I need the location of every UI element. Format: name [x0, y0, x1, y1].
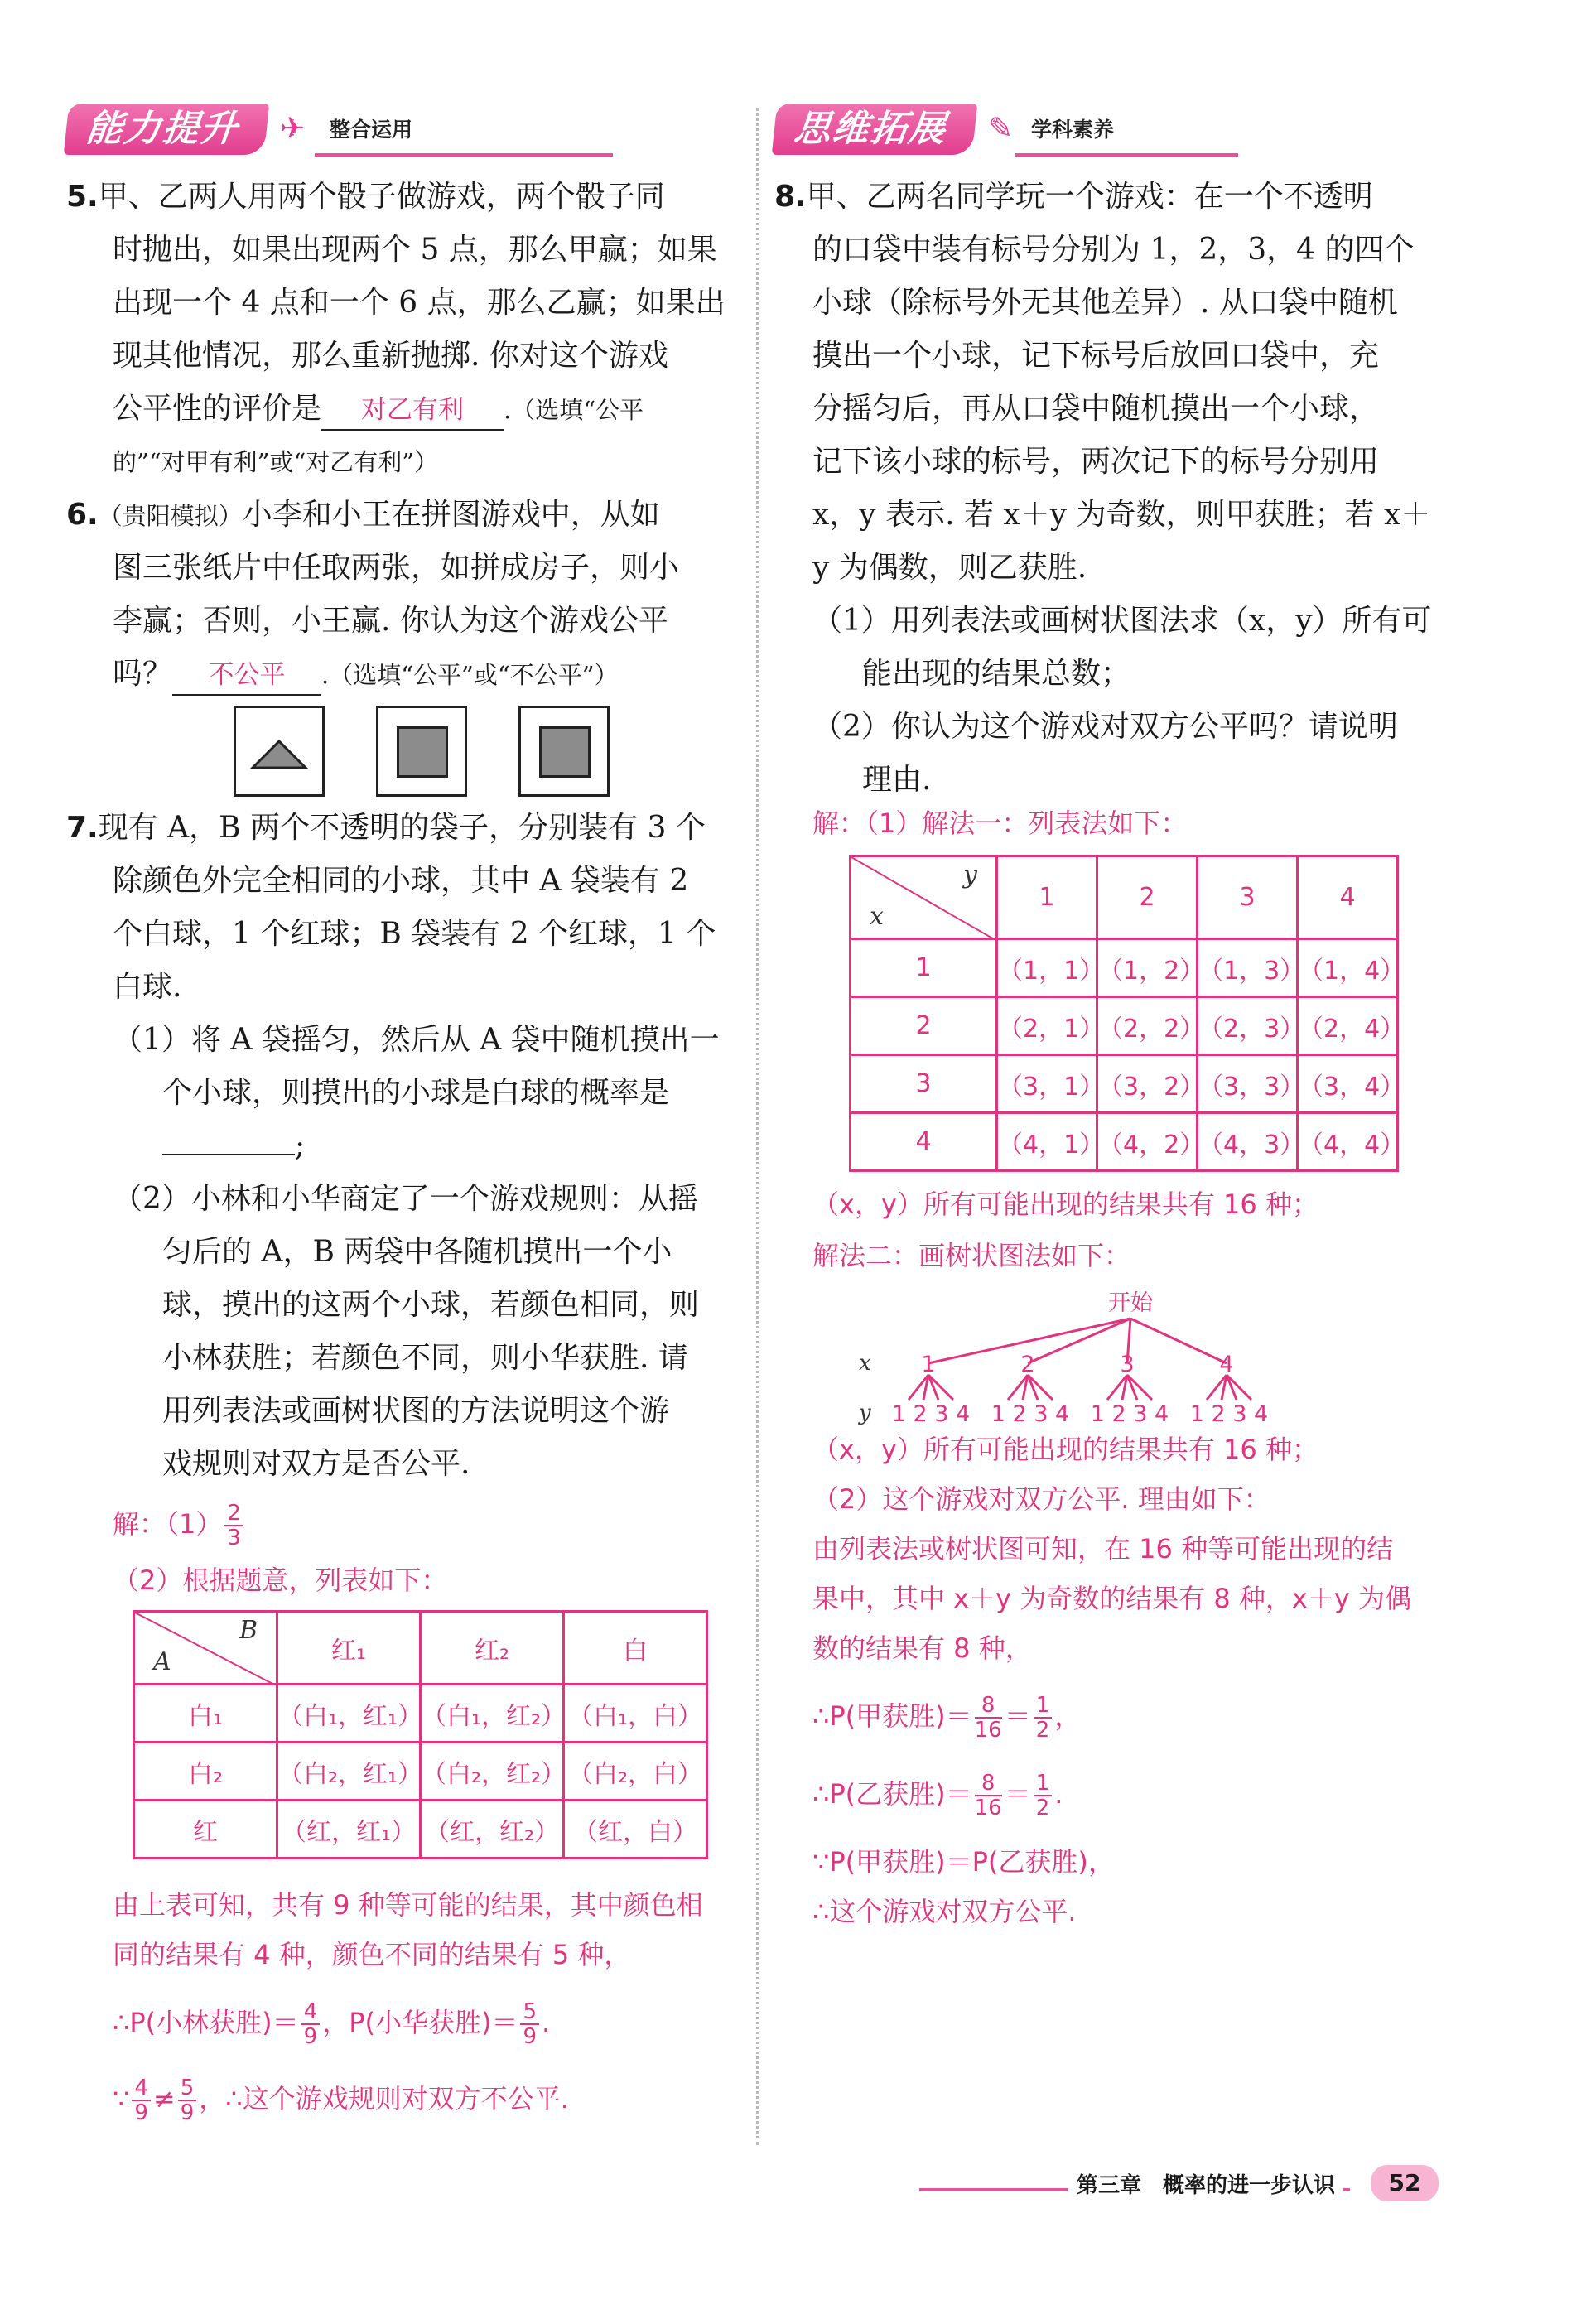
final-text: ，∴这个游戏规则对双方不公平. — [199, 2083, 569, 2114]
final-a-fraction — [132, 2076, 151, 2124]
q7-row-label: 白₂ — [134, 1743, 277, 1801]
q7-p1-end: ; — [295, 1129, 306, 1163]
not-equal-symbol: ≠ — [152, 2083, 176, 2114]
q8-header-cell: 2 — [1097, 856, 1198, 939]
q7-line4: 白球. — [113, 970, 182, 1004]
q7-probability-line — [113, 1999, 550, 2048]
fraction — [975, 1694, 1002, 1742]
q8-header-cell: 3 — [1198, 856, 1298, 939]
q8-prob-yi — [812, 1771, 1063, 1820]
q8-total-1: （x，y）所有可能出现的结果共有 16 种； — [812, 1189, 1318, 1220]
fraction-denominator: 9 — [180, 2100, 195, 2125]
q7-header-cell: 白 — [564, 1612, 707, 1685]
q8-line8: y 为偶数，则乙获胜. — [812, 551, 1087, 585]
q5-line2: 时抛出，如果出现两个 5 点，那么甲赢；如果 — [113, 233, 717, 267]
q5-line3: 出现一个 4 点和一个 6 点，那么乙赢；如果出 — [113, 286, 726, 320]
fraction-denominator: 2 — [1035, 1718, 1050, 1743]
q6-answer-blank[interactable]: 不公平 — [172, 656, 321, 696]
q7-cell: （白₂，白） — [564, 1743, 707, 1801]
left-section-banner — [66, 104, 613, 162]
triangle-icon — [236, 708, 322, 794]
fraction — [1034, 1772, 1053, 1820]
q8-table-corner — [851, 856, 997, 939]
equals-symbol: ＝ — [1004, 1778, 1031, 1810]
q6-line3: 李赢；否则，小王赢. 你认为这个游戏公平 — [113, 604, 668, 638]
q7-p2-line5: 用列表法或画树状图的方法说明这个游 — [162, 1394, 670, 1428]
fraction-numerator: 5 — [178, 2076, 197, 2101]
q7-text: 现有 A，B 两个不透明的袋子，分别装有 3 个 — [98, 811, 706, 845]
fraction-numerator: 5 — [520, 2000, 539, 2025]
q8-number: 8. — [774, 180, 807, 214]
prob-a-label: ∴P(小林获胜)＝ — [113, 2007, 299, 2038]
paper-square-2 — [518, 706, 610, 797]
fraction-denominator: 9 — [134, 2100, 148, 2125]
page-footer — [919, 2163, 1466, 2213]
corner-x: x — [870, 902, 884, 931]
q8-cell: （1，3） — [1198, 939, 1298, 997]
table-row — [851, 939, 1398, 997]
table-row — [851, 1113, 1398, 1171]
q5-answer-blank[interactable]: 对乙有利 — [321, 391, 504, 431]
q8-table — [849, 855, 1405, 1172]
tree-root: 开始 — [1108, 1290, 1153, 1316]
q6-line4-post: .（选填“公平”或“不公平”） — [321, 661, 619, 689]
q8-cell: （4，1） — [997, 1113, 1097, 1171]
prob-jia-label: ∴P(甲获胜)＝ — [812, 1700, 972, 1732]
prob-end: . — [542, 2007, 551, 2038]
q8-p2-line1: （2）你认为这个游戏对双方公平吗？请说明 — [812, 710, 1398, 744]
q8-cell: （2，2） — [1097, 997, 1198, 1055]
q7-cell: （白₂，红₁） — [277, 1743, 421, 1801]
q8-p1-line1: （1）用列表法或画树状图法求（x，y）所有可 — [812, 604, 1432, 638]
q8-sol2-line4: 数的结果有 8 种， — [812, 1632, 1032, 1664]
q7-p2-line4: 小林获胜；若颜色不同，则小华获胜. 请 — [162, 1341, 688, 1375]
q8-cell: （3，4） — [1298, 1055, 1398, 1113]
prob-b-fraction — [520, 2000, 539, 2048]
feather-icon: ✎ — [988, 112, 1014, 146]
fraction-denominator: 16 — [974, 1718, 1002, 1743]
q8-p2-line2: 理由. — [862, 763, 932, 797]
tree-x-node: 1 — [921, 1352, 936, 1377]
q8-row-label: 3 — [851, 1055, 997, 1113]
q5-number: 5. — [66, 180, 99, 214]
q7-p2-line3: 球，摸出的这两个小球，若颜色相同，则 — [162, 1288, 700, 1322]
equals-symbol: ＝ — [1004, 1700, 1031, 1732]
q8-text: 甲、乙两名同学玩一个游戏：在一个不透明 — [806, 180, 1373, 214]
q8-sol2-line1: （2）这个游戏对双方公平. 理由如下： — [812, 1483, 1270, 1515]
q8-row-label: 1 — [851, 939, 997, 997]
q7-p1-line2: 个小球，则摸出的小球是白球的概率是 — [162, 1076, 670, 1110]
table-row — [851, 1055, 1398, 1113]
fraction — [1034, 1694, 1053, 1742]
q8-equal-line: ∵P(甲获胜)＝P(乙获胜)， — [812, 1846, 1115, 1878]
q7-cell: （白₂，红₂） — [421, 1743, 564, 1801]
banner-subtitle: 学科素养 — [1031, 118, 1115, 142]
q8-header-cell: 4 — [1298, 856, 1398, 939]
q8-cell: （1，4） — [1298, 939, 1398, 997]
q7-cell: （红，红₂） — [421, 1801, 564, 1859]
q8-cell: （1，2） — [1097, 939, 1198, 997]
q8-cell: （4，3） — [1198, 1113, 1298, 1171]
q7-cell: （红，红₁） — [277, 1801, 421, 1859]
fraction-numerator: 1 — [1034, 1772, 1053, 1796]
q7-cell: （白₁，白） — [564, 1685, 707, 1743]
q7-p1-line1: （1）将 A 袋摇匀，然后从 A 袋中随机摸出一 — [113, 1023, 720, 1057]
q7-table — [133, 1610, 708, 1859]
fraction-denominator: 2 — [1035, 1796, 1050, 1820]
q7-row-label: 白₁ — [134, 1685, 277, 1743]
banner-title: 能力提升 — [64, 104, 270, 155]
punct: ， — [1054, 1700, 1082, 1732]
q7-line2: 除颜色外完全相同的小球，其中 A 袋装有 2 — [113, 864, 689, 898]
q7-p1-line3 — [162, 1120, 305, 1173]
fraction-numerator: 8 — [975, 1772, 1002, 1796]
q8-p1-line2: 能出现的结果总数； — [862, 657, 1131, 691]
prob-b-label: ，P(小华获胜)＝ — [322, 2007, 518, 2038]
square-icon — [397, 726, 448, 778]
q6-line2: 图三张纸片中任取两张，如拼成房子，则小 — [113, 551, 680, 585]
fraction-denominator: 3 — [227, 1526, 241, 1550]
q7-number: 7. — [66, 811, 99, 845]
q7-line1 — [66, 802, 706, 855]
q6-line4-pre: 吗？ — [113, 657, 173, 691]
banner-rule — [315, 153, 613, 157]
q8-cell: （2，4） — [1298, 997, 1398, 1055]
q6-source: （贵阳模拟） — [98, 502, 243, 530]
q7-answer-blank[interactable] — [162, 1154, 295, 1155]
table-row — [134, 1743, 707, 1801]
q8-final: ∴这个游戏对双方公平. — [812, 1896, 1077, 1927]
q5-line6: 的”“对甲有利”或“对乙有利”） — [113, 448, 439, 476]
q5-line4: 现其他情况，那么重新抛掷. 你对这个游戏 — [113, 339, 668, 373]
q5-line5-post: .（选填“公平 — [504, 396, 644, 424]
tree-y-nodes: 1 2 3 4 — [1090, 1401, 1169, 1427]
q7-cell: （白₁，红₁） — [277, 1685, 421, 1743]
q8-line2: 的口袋中装有标号分别为 1，2，3，4 的四个 — [812, 233, 1415, 267]
fraction-numerator: 1 — [1034, 1694, 1053, 1719]
chapter-title: 第三章 概率的进一步认识 — [1068, 2168, 1343, 2199]
q7-p2-line2: 匀后的 A，B 两袋中各随机摸出一个小 — [162, 1235, 672, 1269]
q7-final-line — [113, 2076, 569, 2124]
q7-row-label: 红 — [134, 1801, 277, 1859]
q8-line6: 记下该小球的标号，两次记下的标号分别用 — [812, 445, 1380, 479]
table-row — [851, 997, 1398, 1055]
prob-yi-label: ∴P(乙获胜)＝ — [812, 1778, 972, 1810]
q5-line5 — [113, 383, 644, 436]
prob-a-fraction — [301, 2000, 321, 2048]
q7-cell: （红，白） — [564, 1801, 707, 1859]
q8-cell: （3，3） — [1198, 1055, 1298, 1113]
q7-p2-line1: （2）小林和小华商定了一个游戏规则：从摇 — [113, 1182, 698, 1216]
q7-sol1-prefix: 解：（1） — [113, 1508, 223, 1540]
fraction — [975, 1772, 1002, 1820]
q8-cell: （4，4） — [1298, 1113, 1398, 1171]
rocket-icon: ✈ — [280, 112, 306, 146]
fraction-numerator: 4 — [132, 2076, 151, 2101]
fraction-denominator: 16 — [974, 1796, 1002, 1820]
q6-text: 小李和小王在拼图游戏中，从如 — [242, 498, 660, 532]
corner-y: y — [963, 861, 977, 890]
column-divider — [756, 108, 759, 2145]
fraction-numerator: 4 — [301, 2000, 321, 2025]
q8-line1 — [774, 171, 1373, 224]
q7-header-cell: 红₂ — [421, 1612, 564, 1685]
tree-x-node: 2 — [1020, 1352, 1035, 1377]
q7-sol1-fraction — [224, 1502, 243, 1550]
q7-table-corner — [134, 1612, 277, 1685]
table-row — [134, 1801, 707, 1859]
q8-solution-intro: 解：（1）解法一：列表法如下： — [812, 808, 1188, 839]
tree-y-nodes: 1 2 3 4 — [1189, 1401, 1269, 1427]
q8-cell: （4，2） — [1097, 1113, 1198, 1171]
fraction-denominator: 9 — [303, 2024, 318, 2049]
paper-triangle — [234, 706, 325, 797]
table-row — [134, 1685, 707, 1743]
q8-method-2: 解法二：画树状图法如下： — [812, 1240, 1131, 1271]
page-number: 52 — [1371, 2165, 1439, 2201]
q8-cell: （1，1） — [997, 939, 1097, 997]
q8-prob-jia — [812, 1693, 1081, 1742]
tree-x-label: x — [859, 1351, 871, 1376]
q8-line4: 摸出一个小球，记下标号后放回口袋中，充 — [812, 339, 1380, 373]
q8-tree-diagram — [841, 1284, 1437, 1433]
q8-line7: x，y 表示. 若 x＋y 为奇数，则甲获胜；若 x＋ — [812, 498, 1431, 532]
fraction-denominator: 9 — [523, 2024, 538, 2049]
corner-a: A — [153, 1647, 171, 1676]
corner-b: B — [239, 1616, 258, 1645]
banner-rule — [1015, 153, 1238, 157]
q8-total-2: （x，y）所有可能出现的结果共有 16 种； — [812, 1434, 1318, 1465]
q7-header-cell: 红₁ — [277, 1612, 421, 1685]
tree-y-nodes: 1 2 3 4 — [991, 1401, 1070, 1427]
final-b-fraction — [178, 2076, 197, 2124]
because-symbol: ∵ — [113, 2083, 130, 2114]
fraction-numerator: 2 — [224, 1502, 243, 1526]
right-section-banner — [774, 104, 1238, 162]
q8-row-label: 2 — [851, 997, 997, 1055]
q6-line4 — [113, 648, 619, 702]
q6-line1 — [66, 489, 660, 542]
q5-line5-pre: 公平性的评价是 — [113, 392, 322, 426]
q7-conclusion-1: 由上表可知，共有 9 种等可能的结果，其中颜色相 — [113, 1889, 703, 1921]
fraction-numerator: 8 — [975, 1694, 1002, 1719]
q7-conclusion-2: 同的结果有 4 种，颜色不同的结果有 5 种， — [113, 1939, 631, 1970]
q8-cell: （2，3） — [1198, 997, 1298, 1055]
tree-y-label: y — [859, 1401, 871, 1425]
q8-line5: 分摇匀后，再从口袋中随机摸出一个小球， — [812, 392, 1380, 426]
tree-x-node: 3 — [1120, 1352, 1135, 1377]
q5-line1 — [66, 171, 665, 224]
punct: . — [1054, 1778, 1063, 1810]
q6-number: 6. — [66, 498, 99, 532]
tree-x-node: 4 — [1219, 1352, 1234, 1377]
q7-p2-line6: 戏规则对双方是否公平. — [162, 1447, 470, 1481]
banner-subtitle: 整合运用 — [330, 118, 413, 142]
q8-cell: （3，2） — [1097, 1055, 1198, 1113]
q8-line3: 小球（除标号外无其他差异）. 从口袋中随机 — [812, 286, 1398, 320]
q8-sol2-line2: 由列表法或树状图可知，在 16 种等可能出现的结 — [812, 1533, 1394, 1565]
q7-solution-2-intro: （2）根据题意，列表如下： — [113, 1565, 448, 1596]
q7-cell: （白₁，红₂） — [421, 1685, 564, 1743]
tree-branches — [909, 1319, 1251, 1400]
q8-row-label: 4 — [851, 1113, 997, 1171]
q8-cell: （2，1） — [997, 997, 1097, 1055]
q8-cell: （3，1） — [997, 1055, 1097, 1113]
q8-header-cell: 1 — [997, 856, 1097, 939]
paper-square-1 — [376, 706, 467, 797]
tree-y-nodes: 1 2 3 4 — [891, 1401, 971, 1427]
q7-solution-1 — [113, 1501, 246, 1550]
q7-line3: 个白球，1 个红球；B 袋装有 2 个红球，1 个 — [113, 917, 716, 951]
square-icon — [539, 726, 591, 778]
q5-text: 甲、乙两人用两个骰子做游戏，两个骰子同 — [98, 180, 665, 214]
banner-title: 思维拓展 — [772, 104, 978, 155]
q8-sol2-line3: 果中，其中 x＋y 为奇数的结果有 8 种，x＋y 为偶 — [812, 1583, 1411, 1614]
